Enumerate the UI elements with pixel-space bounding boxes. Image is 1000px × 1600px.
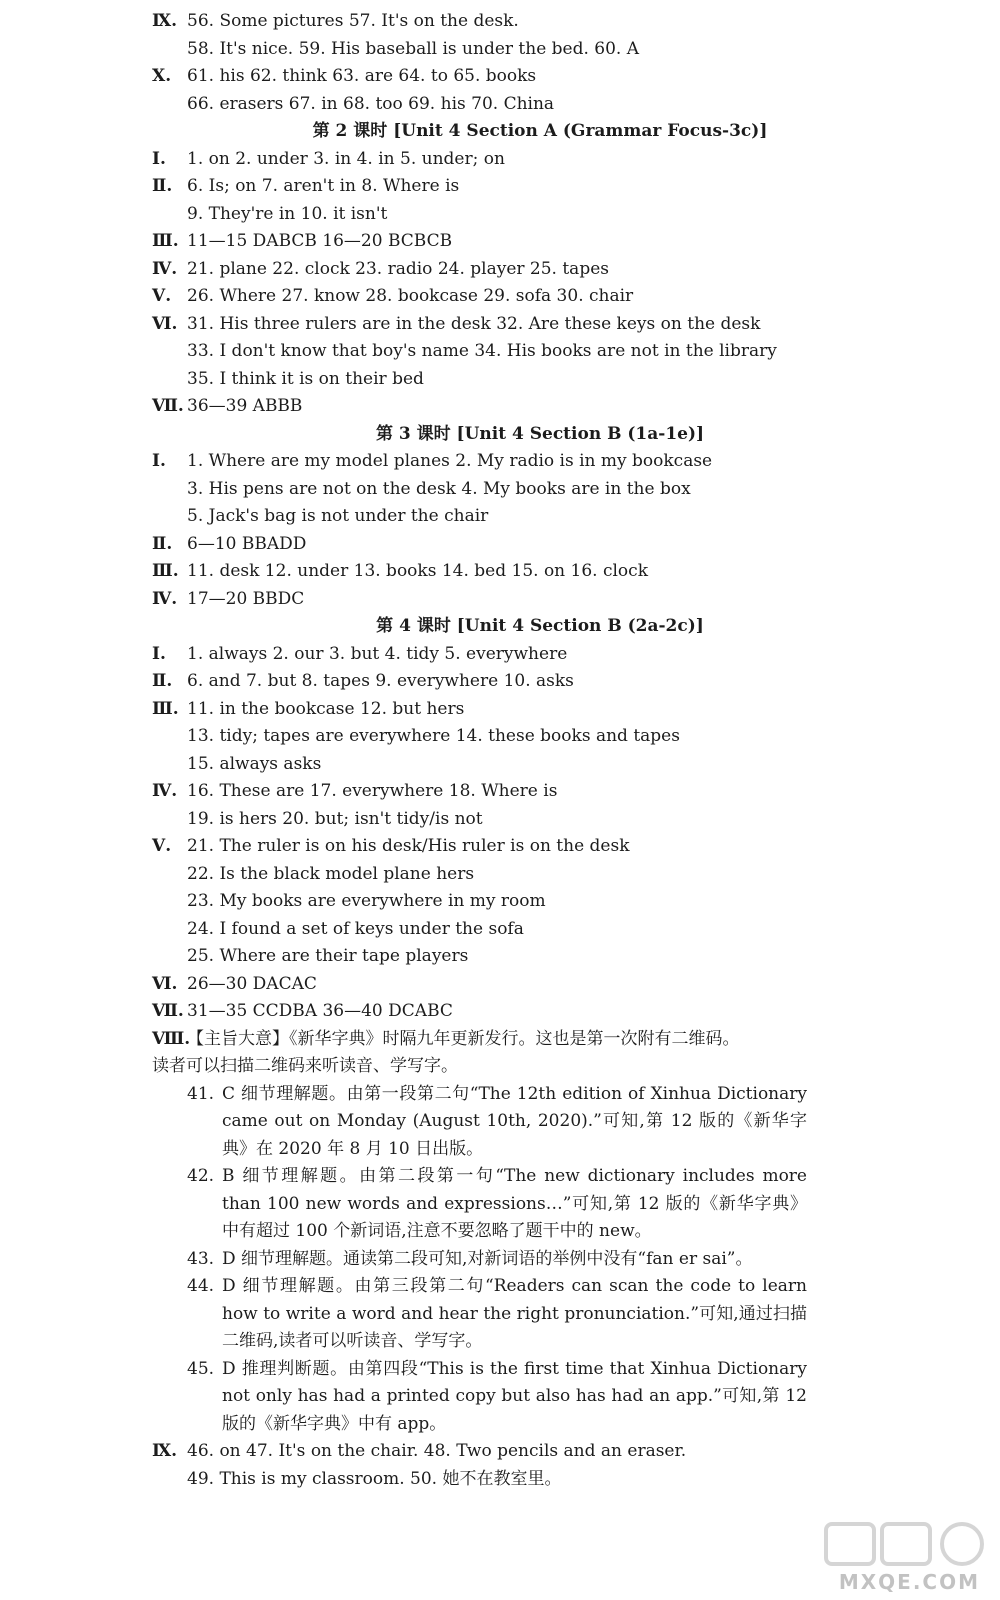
answer-line xyxy=(0,641,1000,669)
answer-line xyxy=(0,36,1000,64)
answer-text: 1. Where are my model planes 2. My radio is in my bookcase xyxy=(187,451,713,471)
answer-line xyxy=(0,778,1000,806)
answer-text: 17—20 BBDC xyxy=(187,588,305,609)
answer-line xyxy=(0,558,1000,586)
answer-text: 58. It's nice. 59. His baseball is under the bed. 60. A xyxy=(187,38,640,59)
answer-line xyxy=(0,283,1000,311)
answer-text: 24. I found a set of keys under the sofa xyxy=(187,918,524,939)
answer-line xyxy=(0,998,1000,1026)
answer-text: 11. desk 12. under 13. books 14. bed 15. on 16. clock xyxy=(187,561,648,581)
answer-line xyxy=(0,338,1000,366)
reading-intro-line xyxy=(0,1026,1000,1054)
answer-text: 23. My books are everywhere in my room xyxy=(187,891,546,911)
answer-text: 21. The ruler is on his desk/His ruler is on the desk xyxy=(187,836,630,856)
section-number: Ⅳ. xyxy=(152,781,178,801)
answer-line xyxy=(0,916,1000,944)
question-number: 45. xyxy=(187,1358,215,1379)
section-number: Ⅹ. xyxy=(152,66,172,86)
question-explanation: B 细节理解题。由第二段第一句“The new dictionary includes more than 100 new words and expressions…”可知,第 12 版的《新华字典》中有超过 100 个新词语,注意不要忽略了题干中的 new。 xyxy=(222,1166,807,1241)
answer-text: 26—30 DACAC xyxy=(187,973,317,994)
question-explanation: C 细节理解题。由第一段第二句“The 12th edition of Xinhua Dictionary came out on Monday (August 10th, 2020).”可知,第 12 版的《新华字典》在 2020 年 8 月 10 日出版。 xyxy=(222,1083,807,1159)
section-number: Ⅰ. xyxy=(152,451,166,471)
reading-intro: 【主旨大意】《新华字典》时隔九年更新发行。这也是第一次附有二维码。 xyxy=(187,1028,740,1049)
answer-line xyxy=(0,503,1000,531)
answer-text: 5. Jack's bag is not under the chair xyxy=(187,506,489,526)
lesson-2-answers xyxy=(0,146,1000,421)
answer-text: 16. These are 17. everywhere 18. Where is xyxy=(187,781,558,801)
answer-text: 3. His pens are not on the desk 4. My books are in the box xyxy=(187,478,691,499)
answer-line xyxy=(0,723,1000,751)
answer-text: 13. tidy; tapes are everywhere 14. these books and tapes xyxy=(187,726,680,746)
answer-line xyxy=(0,311,1000,339)
lesson-4-answers xyxy=(0,641,1000,1026)
answer-line xyxy=(0,586,1000,614)
section-number: Ⅸ. xyxy=(152,11,178,31)
question-45 xyxy=(0,1356,1000,1439)
answer-line xyxy=(0,228,1000,256)
question-41 xyxy=(0,1081,1000,1164)
answer-text: 19. is hers 20. but; isn't tidy/is not xyxy=(187,808,483,829)
question-number: 41. xyxy=(187,1083,215,1104)
answer-text: 33. I don't know that boy's name 34. His books are not in the library xyxy=(187,341,777,361)
answer-line xyxy=(0,8,1000,36)
answer-text: 1. always 2. our 3. but 4. tidy 5. everywhere xyxy=(187,643,568,664)
section-number: Ⅲ. xyxy=(152,698,179,719)
answer-text: 49. This is my classroom. 50. 她不在教室里。 xyxy=(187,1468,562,1489)
answer-text: 66. erasers 67. in 68. too 69. his 70. China xyxy=(187,93,555,114)
answer-line xyxy=(0,201,1000,229)
question-number: 43. xyxy=(187,1248,215,1269)
answer-line xyxy=(0,1466,1000,1494)
answer-text: 31—35 CCDBA 36—40 DCABC xyxy=(187,1001,453,1021)
section-number: Ⅱ. xyxy=(152,533,173,554)
answer-line xyxy=(0,146,1000,174)
answer-text: 61. his 62. think 63. are 64. to 65. books xyxy=(187,66,537,86)
answer-line xyxy=(0,861,1000,889)
answer-line xyxy=(0,393,1000,421)
answer-text: 22. Is the black model plane hers xyxy=(187,863,475,884)
answer-text: 15. always asks xyxy=(187,753,322,774)
lesson-2-heading: 第 2 课时 [Unit 4 Section A (Grammar Focus-3c)] xyxy=(312,121,768,141)
section-number: Ⅵ. xyxy=(152,973,178,994)
answer-text: 25. Where are their tape players xyxy=(187,946,469,966)
answer-line xyxy=(0,91,1000,119)
answer-line xyxy=(0,833,1000,861)
answer-text: 1. on 2. under 3. in 4. in 5. under; on xyxy=(187,148,505,169)
answer-text: 21. plane 22. clock 23. radio 24. player 25. tapes xyxy=(187,258,609,279)
lesson-3-heading: 第 3 课时 [Unit 4 Section B (1a-1e)] xyxy=(375,423,705,444)
section-number: Ⅰ. xyxy=(152,643,166,664)
section-number: Ⅲ. xyxy=(152,231,179,251)
question-number: 42. xyxy=(187,1166,215,1186)
answer-line xyxy=(0,1438,1000,1466)
answer-line xyxy=(0,888,1000,916)
question-explanation: D 细节理解题。通读第二段可知,对新词语的举例中没有“fan er sai”。 xyxy=(222,1248,753,1269)
answer-line xyxy=(0,696,1000,724)
question-43 xyxy=(0,1246,1000,1274)
lesson-4-heading: 第 4 课时 [Unit 4 Section B (2a-2c)] xyxy=(376,616,704,636)
answer-text: 11. in the bookcase 12. but hers xyxy=(187,698,465,719)
answer-line xyxy=(0,256,1000,284)
lesson-3-answers xyxy=(0,448,1000,613)
answer-line xyxy=(0,751,1000,779)
question-44 xyxy=(0,1273,1000,1356)
answer-text: 46. on 47. It's on the chair. 48. Two pencils and an eraser. xyxy=(187,1441,687,1461)
section-number: Ⅲ. xyxy=(152,561,179,581)
answer-text: 26. Where 27. know 28. bookcase 29. sofa 30. chair xyxy=(187,286,634,306)
answer-line xyxy=(0,63,1000,91)
answer-line xyxy=(0,173,1000,201)
section-number: Ⅰ. xyxy=(152,148,166,169)
answer-line xyxy=(0,943,1000,971)
question-number: 44. xyxy=(187,1276,215,1296)
answer-text: 36—39 ABBB xyxy=(187,396,303,416)
section-number: Ⅱ. xyxy=(152,176,173,196)
question-explanation: D 细节理解题。由第三段第二句“Readers can scan the code to learn how to write a word and hear the right pronunciation.”可知,通过扫描二维码,读者可以听读音、学写字。 xyxy=(222,1276,807,1351)
answer-text: 6—10 BBADD xyxy=(187,533,307,554)
reading-intro-line xyxy=(0,1053,1000,1081)
section-number: Ⅴ. xyxy=(152,286,172,306)
section-number: Ⅸ. xyxy=(152,1441,178,1461)
section-number: Ⅱ. xyxy=(152,671,173,691)
answer-line xyxy=(0,971,1000,999)
section-number: Ⅳ. xyxy=(152,588,178,609)
answer-text: 11—15 DABCB 16—20 BCBCB xyxy=(187,231,453,251)
section-number: Ⅳ. xyxy=(152,258,178,279)
watermark-text: MXQE.COM xyxy=(838,1570,980,1594)
section-number: Ⅶ. xyxy=(152,1001,184,1021)
section-number: Ⅶ. xyxy=(152,396,184,416)
answer-text: 31. His three rulers are in the desk 32. Are these keys on the desk xyxy=(187,313,761,334)
answer-page xyxy=(0,8,1000,1493)
answer-line xyxy=(0,531,1000,559)
reading-intro-continued: 读者可以扫描二维码来听读音、学写字。 xyxy=(152,1056,458,1076)
answer-text: 9. They're in 10. it isn't xyxy=(187,203,388,224)
answer-text: 6. and 7. but 8. tapes 9. everywhere 10. asks xyxy=(187,671,574,691)
question-explanation: D 推理判断题。由第四段“This is the first time that Xinhua Dictionary not only has had a printed copy but also has had an app.”可知,第 12 版的《新华字典》中有 app。 xyxy=(222,1358,807,1434)
answer-line xyxy=(0,806,1000,834)
section-number: Ⅴ. xyxy=(152,836,172,856)
section-number: Ⅷ. xyxy=(152,1028,191,1049)
section-number: Ⅵ. xyxy=(152,313,178,334)
answer-line xyxy=(0,448,1000,476)
answer-line xyxy=(0,668,1000,696)
answer-line xyxy=(0,366,1000,394)
answer-line xyxy=(0,476,1000,504)
answer-text: 56. Some pictures 57. It's on the desk. xyxy=(187,11,519,31)
answer-text: 6. Is; on 7. aren't in 8. Where is xyxy=(187,176,460,196)
answer-text: 35. I think it is on their bed xyxy=(187,368,424,389)
question-42 xyxy=(0,1163,1000,1246)
